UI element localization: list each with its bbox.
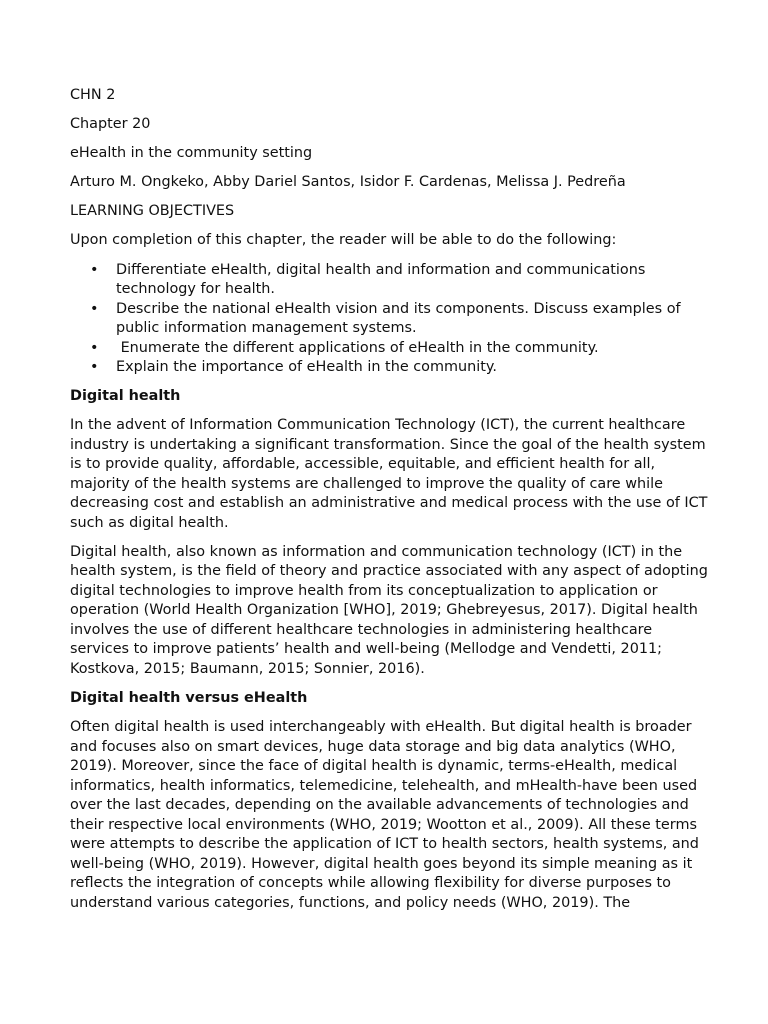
body-paragraph: Digital health, also known as information and communication technology (ICT) in the health system, is the field of theory and practice associated with any aspect of adopting digital technologies to improve health from its conceptualization to application or operation (World Health Organization [WHO], 2019; Ghebreyesus, 2017). Digital health involves the use of different healthcare technologies in administering healthcare services to improve patients’ health and well-being (Mellodge and Vendetti, 2011; Kostkova, 2015; Baumann, 2015; Sonnier, 2016).	[70, 543, 708, 677]
list-item	[70, 261, 710, 300]
chapter-number: Chapter 20	[70, 116, 151, 133]
bullet-icon: •	[90, 359, 99, 376]
list-item	[70, 358, 710, 378]
list-item	[70, 339, 710, 359]
objective-text: Enumerate the different applications of eHealth in the community.	[116, 339, 599, 356]
bullet-icon: •	[90, 339, 99, 356]
course-code: CHN 2	[70, 87, 116, 103]
objective-text: Differentiate eHealth, digital health and information and communications technology for health.	[116, 261, 646, 298]
objectives-heading: LEARNING OBJECTIVES	[70, 203, 235, 220]
objectives-list	[70, 261, 710, 378]
body-paragraph: In the advent of Information Communication Technology (ICT), the current healthcare industry is undertaking a significant transformation. Since the goal of the health system is to provide quality, affordable, accessible, equitable, and efficient health for all, majority of the health systems are challenged to improve the quality of care while decreasing cost and establish an administrative and medical process with the use of ICT such as digital health.	[70, 417, 708, 531]
objective-text: Explain the importance of eHealth in the community.	[116, 359, 497, 376]
bullet-icon: •	[90, 300, 99, 317]
list-item	[70, 300, 710, 339]
chapter-title: eHealth in the community setting	[70, 145, 313, 162]
document-page	[70, 86, 710, 923]
bullet-icon: •	[90, 261, 99, 278]
objectives-intro: Upon completion of this chapter, the reader will be able to do the following:	[70, 232, 617, 249]
section-heading-digital-health: Digital health	[70, 388, 181, 405]
objective-text: Describe the national eHealth vision and its components. Discuss examples of public information management systems.	[116, 300, 681, 337]
section-heading-digital-health-vs-ehealth: Digital health versus eHealth	[70, 689, 308, 706]
body-paragraph: Often digital health is used interchangeably with eHealth. But digital health is broader and focuses also on smart devices, huge data storage and big data analytics (WHO, 2019). Moreover, since the face of digital health is dynamic, terms-eHealth, medical informatics, health informatics, telemedicine, telehealth, and mHealth-have been used over the last decades, depending on the available advancements of technologies and their respective local environments (WHO, 2019; Wootton et al., 2009). All these terms were attempts to describe the application of ICT to health sectors, health systems, and well-being (WHO, 2019). However, digital health goes beyond its simple meaning as it reflects the integration of concepts while allowing flexibility for diverse purposes to understand various categories, functions, and policy needs (WHO, 2019). The	[70, 719, 699, 911]
authors: Arturo M. Ongkeko, Abby Dariel Santos, Isidor F. Cardenas, Melissa J. Pedreña	[70, 174, 626, 191]
